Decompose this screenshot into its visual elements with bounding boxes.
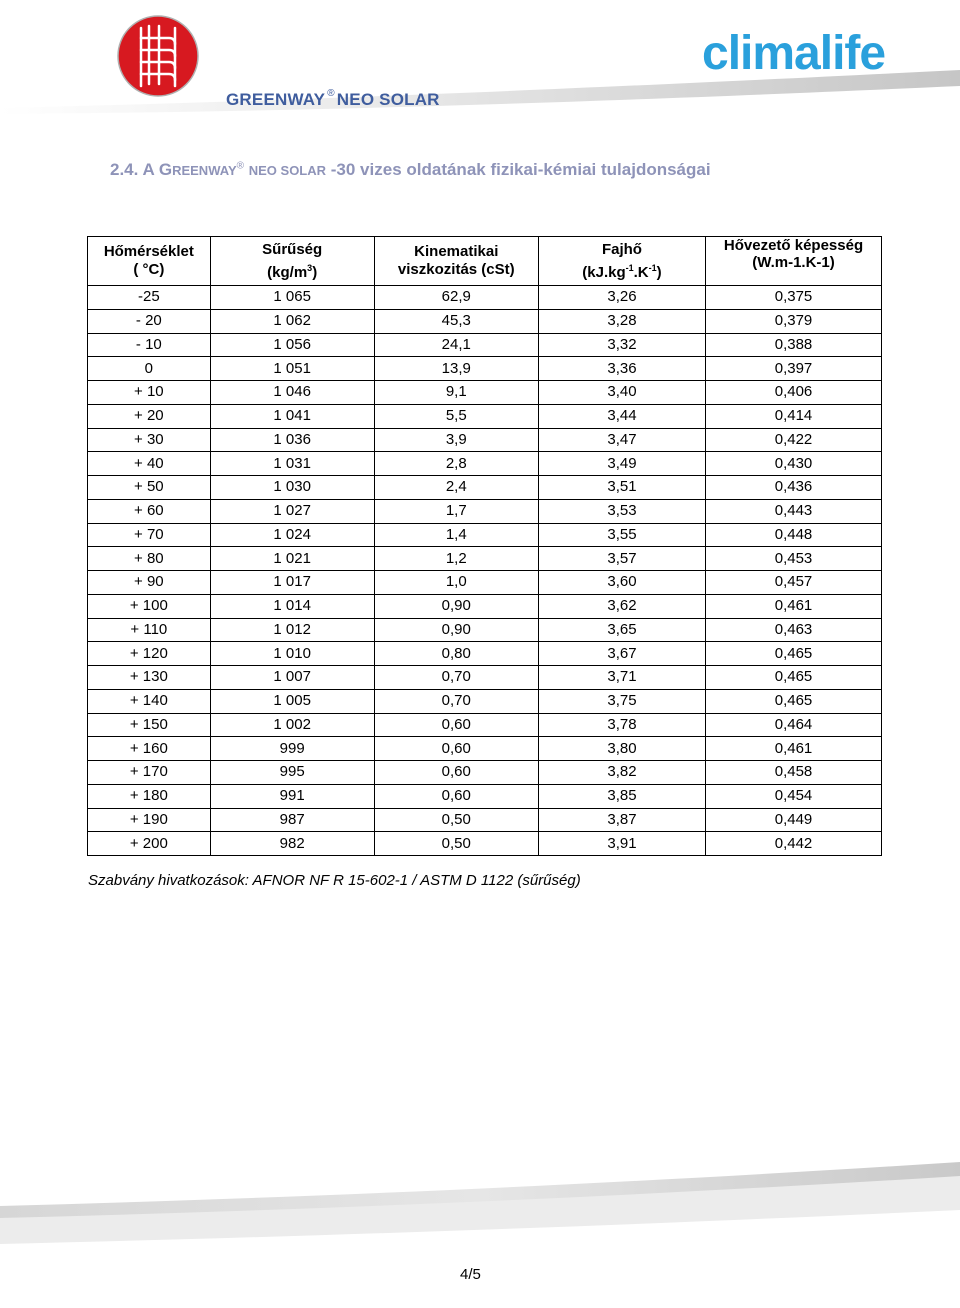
column-header-specific-heat: Fajhő $(kJ.kg^{-1}.K^{-1})$ (538, 237, 705, 286)
cell-density: 1 002 (210, 713, 374, 737)
cell-thermal-conductivity: 0,448 (706, 523, 882, 547)
cell-viscosity: 62,9 (374, 286, 538, 310)
table-row (88, 571, 882, 595)
cell-viscosity: 1,7 (374, 499, 538, 523)
cell-specific-heat: 3,53 (538, 499, 705, 523)
table-row (88, 547, 882, 571)
cell-viscosity: 45,3 (374, 309, 538, 333)
cell-viscosity: 0,60 (374, 784, 538, 808)
cell-viscosity: 0,90 (374, 618, 538, 642)
table-row (88, 713, 882, 737)
table-row (88, 357, 882, 381)
table-row (88, 618, 882, 642)
cell-density: 1 017 (210, 571, 374, 595)
cell-specific-heat: 3,91 (538, 832, 705, 856)
cell-density: 1 024 (210, 523, 374, 547)
cell-thermal-conductivity: 0,388 (706, 333, 882, 357)
cell-viscosity: 0,60 (374, 713, 538, 737)
cell-density: 1 046 (210, 381, 374, 405)
cell-temperature: + 120 (88, 642, 211, 666)
cell-temperature: + 10 (88, 381, 211, 405)
cell-thermal-conductivity: 0,465 (706, 666, 882, 690)
cell-temperature: + 30 (88, 428, 211, 452)
cell-viscosity: 0,50 (374, 832, 538, 856)
cell-temperature: + 20 (88, 404, 211, 428)
cell-temperature: + 110 (88, 618, 211, 642)
cell-temperature: + 90 (88, 571, 211, 595)
cell-thermal-conductivity: 0,430 (706, 452, 882, 476)
cell-viscosity: 0,70 (374, 666, 538, 690)
table-row (88, 666, 882, 690)
cell-specific-heat: 3,36 (538, 357, 705, 381)
cell-density: 991 (210, 784, 374, 808)
column-header-temperature: Hőmérséklet ( °C) (88, 237, 211, 286)
cell-viscosity: 0,90 (374, 594, 538, 618)
cell-thermal-conductivity: 0,453 (706, 547, 882, 571)
cell-temperature: + 80 (88, 547, 211, 571)
cell-thermal-conductivity: 0,406 (706, 381, 882, 405)
brand-name: GREENWAY ® NEO SOLAR (226, 88, 440, 109)
cell-temperature: + 70 (88, 523, 211, 547)
table-row (88, 286, 882, 310)
cell-viscosity: 5,5 (374, 404, 538, 428)
cell-density: 1 021 (210, 547, 374, 571)
table-row (88, 689, 882, 713)
table-row (88, 428, 882, 452)
cell-thermal-conductivity: 0,465 (706, 689, 882, 713)
cell-thermal-conductivity: 0,449 (706, 808, 882, 832)
table-body (88, 286, 882, 856)
table-row (88, 832, 882, 856)
cell-density: 1 062 (210, 309, 374, 333)
cell-temperature: + 160 (88, 737, 211, 761)
cell-thermal-conductivity: 0,414 (706, 404, 882, 428)
cell-specific-heat: 3,71 (538, 666, 705, 690)
table-row (88, 452, 882, 476)
cell-specific-heat: 3,55 (538, 523, 705, 547)
cell-temperature: + 200 (88, 832, 211, 856)
cell-specific-heat: 3,32 (538, 333, 705, 357)
cell-thermal-conductivity: 0,442 (706, 832, 882, 856)
cell-temperature: 0 (88, 357, 211, 381)
cell-temperature: + 60 (88, 499, 211, 523)
cell-density: 1 014 (210, 594, 374, 618)
table-row (88, 594, 882, 618)
cell-temperature: + 180 (88, 784, 211, 808)
cell-density: 982 (210, 832, 374, 856)
climalife-logo: climalife (702, 27, 886, 80)
cell-temperature: + 150 (88, 713, 211, 737)
table-row (88, 476, 882, 500)
cell-specific-heat: 3,75 (538, 689, 705, 713)
cell-temperature: -25 (88, 286, 211, 310)
cell-temperature: + 130 (88, 666, 211, 690)
cell-viscosity: 2,8 (374, 452, 538, 476)
cell-density: 995 (210, 761, 374, 785)
cell-specific-heat: 3,44 (538, 404, 705, 428)
table-row (88, 499, 882, 523)
table-row (88, 309, 882, 333)
cell-thermal-conductivity: 0,464 (706, 713, 882, 737)
cell-specific-heat: 3,57 (538, 547, 705, 571)
cell-specific-heat: 3,62 (538, 594, 705, 618)
table-row (88, 808, 882, 832)
cell-viscosity: 13,9 (374, 357, 538, 381)
cell-density: 1 027 (210, 499, 374, 523)
cell-specific-heat: 3,65 (538, 618, 705, 642)
cell-temperature: + 190 (88, 808, 211, 832)
cell-density: 1 031 (210, 452, 374, 476)
cell-specific-heat: 3,85 (538, 784, 705, 808)
cell-specific-heat: 3,80 (538, 737, 705, 761)
cell-temperature: - 20 (88, 309, 211, 333)
cell-thermal-conductivity: 0,461 (706, 594, 882, 618)
table-row (88, 642, 882, 666)
cell-temperature: + 40 (88, 452, 211, 476)
cell-viscosity: 24,1 (374, 333, 538, 357)
cell-density: 1 041 (210, 404, 374, 428)
section-title: 2.4. A GREENWAY® NEO SOLAR -30 vizes oldatának fizikai-kémiai tulajdonságai (110, 160, 711, 179)
cell-thermal-conductivity: 0,463 (706, 618, 882, 642)
column-header-thermal-conductivity: Hővezető képesség (W.m-1.K-1) (706, 237, 882, 286)
cell-thermal-conductivity: 0,454 (706, 784, 882, 808)
cell-density: 1 065 (210, 286, 374, 310)
cell-density: 1 036 (210, 428, 374, 452)
properties-table (87, 236, 882, 856)
cell-specific-heat: 3,49 (538, 452, 705, 476)
cell-viscosity: 0,50 (374, 808, 538, 832)
cell-thermal-conductivity: 0,458 (706, 761, 882, 785)
cell-temperature: - 10 (88, 333, 211, 357)
cell-temperature: + 50 (88, 476, 211, 500)
cell-thermal-conductivity: 0,457 (706, 571, 882, 595)
page-number: 4/5 (460, 1266, 481, 1283)
cell-specific-heat: 3,51 (538, 476, 705, 500)
cell-viscosity: 0,60 (374, 761, 538, 785)
cell-viscosity: 0,70 (374, 689, 538, 713)
table-row (88, 333, 882, 357)
cell-specific-heat: 3,26 (538, 286, 705, 310)
cell-viscosity: 0,60 (374, 737, 538, 761)
cell-viscosity: 3,9 (374, 428, 538, 452)
cell-temperature: + 100 (88, 594, 211, 618)
cell-viscosity: 1,2 (374, 547, 538, 571)
cell-thermal-conductivity: 0,436 (706, 476, 882, 500)
column-header-viscosity: Kinematikai viszkozitás (cSt) (374, 237, 538, 286)
cell-viscosity: 9,1 (374, 381, 538, 405)
greenway-logo-icon (115, 14, 201, 98)
table-row (88, 381, 882, 405)
cell-density: 1 056 (210, 333, 374, 357)
cell-specific-heat: 3,60 (538, 571, 705, 595)
cell-thermal-conductivity: 0,465 (706, 642, 882, 666)
cell-specific-heat: 3,87 (538, 808, 705, 832)
cell-density: 1 005 (210, 689, 374, 713)
table-row (88, 737, 882, 761)
standard-references-note: Szabvány hivatkozások: AFNOR NF R 15-602-1 / ASTM D 1122 (sűrűség) (88, 872, 581, 889)
cell-specific-heat: 3,47 (538, 428, 705, 452)
cell-temperature: + 140 (88, 689, 211, 713)
cell-viscosity: 0,80 (374, 642, 538, 666)
cell-thermal-conductivity: 0,397 (706, 357, 882, 381)
cell-thermal-conductivity: 0,375 (706, 286, 882, 310)
cell-specific-heat: 3,78 (538, 713, 705, 737)
cell-viscosity: 1,4 (374, 523, 538, 547)
cell-specific-heat: 3,28 (538, 309, 705, 333)
cell-density: 1 030 (210, 476, 374, 500)
cell-temperature: + 170 (88, 761, 211, 785)
table-row (88, 784, 882, 808)
table-row (88, 761, 882, 785)
cell-thermal-conductivity: 0,461 (706, 737, 882, 761)
cell-density: 987 (210, 808, 374, 832)
cell-specific-heat: 3,40 (538, 381, 705, 405)
table-row (88, 523, 882, 547)
cell-viscosity: 2,4 (374, 476, 538, 500)
cell-thermal-conductivity: 0,443 (706, 499, 882, 523)
column-header-density: Sűrűség $(kg/m^3)$ (210, 237, 374, 286)
cell-density: 1 012 (210, 618, 374, 642)
cell-density: 1 007 (210, 666, 374, 690)
table-row (88, 404, 882, 428)
cell-thermal-conductivity: 0,379 (706, 309, 882, 333)
cell-density: 1 051 (210, 357, 374, 381)
cell-density: 999 (210, 737, 374, 761)
table-header-row (88, 237, 882, 286)
cell-specific-heat: 3,82 (538, 761, 705, 785)
cell-specific-heat: 3,67 (538, 642, 705, 666)
cell-thermal-conductivity: 0,422 (706, 428, 882, 452)
cell-density: 1 010 (210, 642, 374, 666)
cell-viscosity: 1,0 (374, 571, 538, 595)
